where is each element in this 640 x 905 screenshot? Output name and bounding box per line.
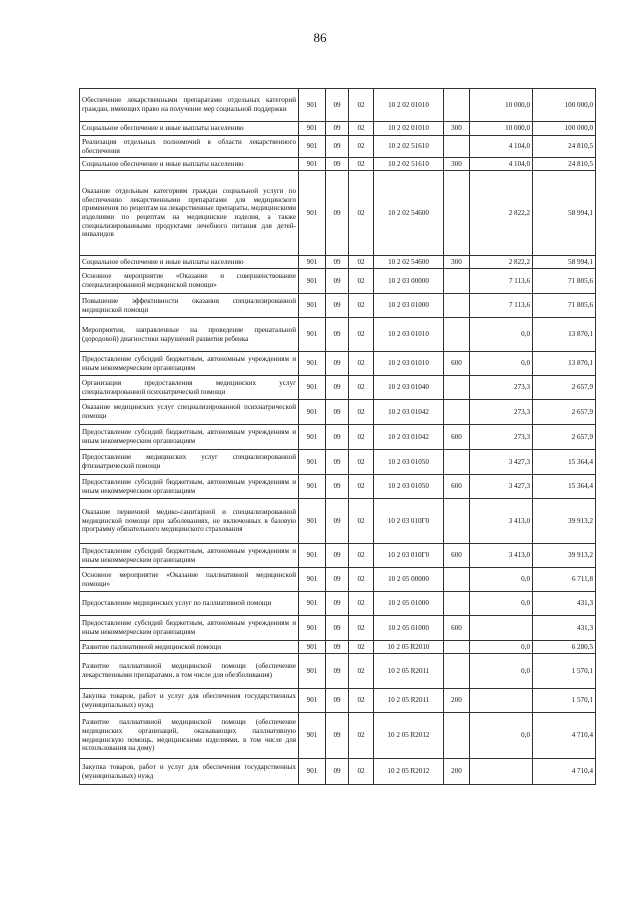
- budget-table: [79, 88, 596, 785]
- table-row: [80, 689, 596, 713]
- row-section-cell: 09: [326, 713, 349, 759]
- row-amount2-cell: 4 710,4: [533, 759, 596, 785]
- row-subsection-cell: 02: [349, 689, 374, 713]
- row-ved-cell: 901: [299, 592, 326, 616]
- row-subsection-cell: 02: [349, 568, 374, 592]
- row-ved-cell: 901: [299, 158, 326, 171]
- row-section-cell: 09: [326, 654, 349, 689]
- row-amount2-cell: 58 994,1: [533, 171, 596, 256]
- row-ved-cell: 901: [299, 400, 326, 425]
- table-row: [80, 294, 596, 318]
- row-vr-cell: [444, 89, 470, 122]
- row-name-cell: Мероприятия, направленные на проведение пренатальной (дородовой) диагностики нарушений развития ребенка: [80, 318, 299, 352]
- row-csr-cell: 10 2 05 01000: [374, 616, 444, 641]
- row-subsection-cell: 02: [349, 592, 374, 616]
- row-subsection-cell: 02: [349, 713, 374, 759]
- row-csr-cell: 10 2 02 54600: [374, 256, 444, 269]
- row-amount2-cell: 431,3: [533, 616, 596, 641]
- row-section-cell: 09: [326, 294, 349, 318]
- row-name-cell: Предоставление медицинских услуг специализированной фтизиатрической помощи: [80, 450, 299, 475]
- row-vr-cell: 600: [444, 352, 470, 376]
- row-section-cell: 09: [326, 122, 349, 136]
- row-subsection-cell: 02: [349, 318, 374, 352]
- row-amount1-cell: 4 104,0: [470, 158, 533, 171]
- row-section-cell: 09: [326, 89, 349, 122]
- row-vr-cell: [444, 136, 470, 158]
- row-ved-cell: 901: [299, 89, 326, 122]
- row-subsection-cell: 02: [349, 616, 374, 641]
- table-row: [80, 256, 596, 269]
- row-amount1-cell: 10 000,0: [470, 89, 533, 122]
- row-amount1-cell: 7 113,6: [470, 294, 533, 318]
- row-vr-cell: [444, 294, 470, 318]
- table-row: [80, 616, 596, 641]
- row-ved-cell: 901: [299, 759, 326, 785]
- table-row: [80, 425, 596, 450]
- table-row: [80, 568, 596, 592]
- table-row: [80, 544, 596, 568]
- table-row: [80, 269, 596, 294]
- row-section-cell: 09: [326, 400, 349, 425]
- row-csr-cell: 10 2 05 R2012: [374, 759, 444, 785]
- row-subsection-cell: 02: [349, 400, 374, 425]
- row-section-cell: 09: [326, 136, 349, 158]
- table-row: [80, 318, 596, 352]
- row-ved-cell: 901: [299, 654, 326, 689]
- row-ved-cell: 901: [299, 294, 326, 318]
- table-row: [80, 136, 596, 158]
- row-csr-cell: 10 2 05 01000: [374, 592, 444, 616]
- table-row: [80, 654, 596, 689]
- row-name-cell: Обеспечение лекарственными препаратами отдельных категорий граждан, имеющих право на получение мер социальной поддержки: [80, 89, 299, 122]
- row-csr-cell: 10 2 05 R2012: [374, 713, 444, 759]
- row-section-cell: 09: [326, 568, 349, 592]
- row-subsection-cell: 02: [349, 450, 374, 475]
- row-section-cell: 09: [326, 425, 349, 450]
- row-name-cell: Предоставление субсидий бюджетным, автономным учреждениям и иным некоммерческим организациям: [80, 425, 299, 450]
- row-amount1-cell: [470, 616, 533, 641]
- row-vr-cell: [444, 171, 470, 256]
- row-subsection-cell: 02: [349, 499, 374, 544]
- row-amount1-cell: 0,0: [470, 592, 533, 616]
- row-subsection-cell: 02: [349, 475, 374, 499]
- row-section-cell: 09: [326, 689, 349, 713]
- row-amount2-cell: 2 657,9: [533, 425, 596, 450]
- row-amount1-cell: 273,3: [470, 400, 533, 425]
- row-vr-cell: 300: [444, 256, 470, 269]
- row-ved-cell: 901: [299, 499, 326, 544]
- table-body: [80, 89, 596, 785]
- row-subsection-cell: 02: [349, 641, 374, 654]
- table-row: [80, 759, 596, 785]
- row-vr-cell: [444, 592, 470, 616]
- row-name-cell: Основное мероприятие «Оказание паллиативной медицинской помощи»: [80, 568, 299, 592]
- row-csr-cell: 10 2 03 010Г0: [374, 544, 444, 568]
- row-name-cell: Социальное обеспечение и иные выплаты населению: [80, 256, 299, 269]
- row-amount1-cell: 0,0: [470, 654, 533, 689]
- row-name-cell: Реализация отдельных полномочий в области лекарственного обеспечения: [80, 136, 299, 158]
- row-amount1-cell: 273,3: [470, 425, 533, 450]
- row-vr-cell: 300: [444, 158, 470, 171]
- row-vr-cell: 600: [444, 425, 470, 450]
- row-vr-cell: 600: [444, 475, 470, 499]
- row-section-cell: 09: [326, 376, 349, 400]
- row-csr-cell: 10 2 02 54600: [374, 171, 444, 256]
- row-csr-cell: 10 2 03 01040: [374, 376, 444, 400]
- row-amount2-cell: 13 870,1: [533, 318, 596, 352]
- row-ved-cell: 901: [299, 544, 326, 568]
- row-csr-cell: 10 2 03 01050: [374, 450, 444, 475]
- row-csr-cell: 10 2 02 51610: [374, 158, 444, 171]
- row-csr-cell: 10 2 05 R2010: [374, 641, 444, 654]
- table-row: [80, 499, 596, 544]
- table-row: [80, 376, 596, 400]
- row-ved-cell: 901: [299, 425, 326, 450]
- table-row: [80, 450, 596, 475]
- row-subsection-cell: 02: [349, 269, 374, 294]
- row-amount2-cell: 6 280,5: [533, 641, 596, 654]
- row-vr-cell: 300: [444, 122, 470, 136]
- table-row: [80, 400, 596, 425]
- row-name-cell: Развитие паллиативной медицинской помощи (обеспечение медицинских организаций, оказывающих паллиативную медицинскую помощь, медицинскими изделиями, в том числе для использования на дому): [80, 713, 299, 759]
- row-csr-cell: 10 2 03 01042: [374, 400, 444, 425]
- row-vr-cell: [444, 318, 470, 352]
- table-row: [80, 713, 596, 759]
- row-ved-cell: 901: [299, 256, 326, 269]
- row-csr-cell: 10 2 03 01010: [374, 318, 444, 352]
- row-name-cell: Повышение эффективности оказания специализированной медицинской помощи: [80, 294, 299, 318]
- row-name-cell: Развитие паллиативной медицинской помощи (обеспечение лекарственными препаратами, в том числе для обезболивания): [80, 654, 299, 689]
- table-row: [80, 352, 596, 376]
- row-amount1-cell: 0,0: [470, 568, 533, 592]
- row-amount2-cell: 1 570,1: [533, 654, 596, 689]
- row-vr-cell: 600: [444, 544, 470, 568]
- table-row: [80, 89, 596, 122]
- row-section-cell: 09: [326, 450, 349, 475]
- row-amount2-cell: 39 913,2: [533, 499, 596, 544]
- row-name-cell: Закупка товаров, работ и услуг для обеспечения государственных (муниципальных) нужд: [80, 689, 299, 713]
- row-name-cell: Предоставление субсидий бюджетным, автономным учреждениям и иным некоммерческим организациям: [80, 544, 299, 568]
- table-row: [80, 641, 596, 654]
- row-ved-cell: 901: [299, 616, 326, 641]
- row-ved-cell: 901: [299, 689, 326, 713]
- row-amount2-cell: 24 810,5: [533, 136, 596, 158]
- row-amount2-cell: 58 994,1: [533, 256, 596, 269]
- row-subsection-cell: 02: [349, 158, 374, 171]
- row-csr-cell: 10 2 03 01050: [374, 475, 444, 499]
- row-ved-cell: 901: [299, 122, 326, 136]
- row-amount1-cell: 0,0: [470, 318, 533, 352]
- row-name-cell: Предоставление субсидий бюджетным, автономным учреждениям и иным некоммерческим организациям: [80, 475, 299, 499]
- row-amount2-cell: 71 805,6: [533, 294, 596, 318]
- row-section-cell: 09: [326, 318, 349, 352]
- row-section-cell: 09: [326, 158, 349, 171]
- row-amount2-cell: 39 913,2: [533, 544, 596, 568]
- row-subsection-cell: 02: [349, 171, 374, 256]
- row-section-cell: 09: [326, 759, 349, 785]
- row-csr-cell: 10 2 05 00000: [374, 568, 444, 592]
- row-amount2-cell: 4 710,4: [533, 713, 596, 759]
- row-amount1-cell: [470, 689, 533, 713]
- row-vr-cell: [444, 450, 470, 475]
- row-subsection-cell: 02: [349, 544, 374, 568]
- row-subsection-cell: 02: [349, 759, 374, 785]
- row-amount1-cell: 3 427,3: [470, 475, 533, 499]
- row-ved-cell: 901: [299, 171, 326, 256]
- row-csr-cell: 10 2 03 010Г0: [374, 499, 444, 544]
- row-csr-cell: 10 2 03 01010: [374, 352, 444, 376]
- row-amount2-cell: 100 000,0: [533, 122, 596, 136]
- row-name-cell: Закупка товаров, работ и услуг для обеспечения государственных (муниципальных) нужд: [80, 759, 299, 785]
- page-number: 86: [313, 30, 327, 45]
- row-amount1-cell: [470, 759, 533, 785]
- row-vr-cell: 600: [444, 616, 470, 641]
- row-subsection-cell: 02: [349, 136, 374, 158]
- row-vr-cell: [444, 568, 470, 592]
- row-csr-cell: 10 2 05 R2011: [374, 654, 444, 689]
- row-subsection-cell: 02: [349, 89, 374, 122]
- row-amount2-cell: 1 570,1: [533, 689, 596, 713]
- row-section-cell: 09: [326, 592, 349, 616]
- row-name-cell: Оказание отдельным категориям граждан социальной услуги по обеспечению лекарственными препаратами для медицинского применения по рецептам на лекарственные препараты, медицинскими изделиями по рецептам на медицинские изделия, а также специализированными продуктами лечебного питания для детей-инвалидов: [80, 171, 299, 256]
- row-name-cell: Развитие паллиативной медицинской помощи: [80, 641, 299, 654]
- row-amount1-cell: 2 822,2: [470, 256, 533, 269]
- row-amount1-cell: 0,0: [470, 352, 533, 376]
- row-amount1-cell: 3 427,3: [470, 450, 533, 475]
- row-ved-cell: 901: [299, 269, 326, 294]
- table-row: [80, 475, 596, 499]
- row-ved-cell: 901: [299, 568, 326, 592]
- row-amount1-cell: 3 413,0: [470, 544, 533, 568]
- row-name-cell: Предоставление субсидий бюджетным, автономным учреждениям и иным некоммерческим организациям: [80, 616, 299, 641]
- row-amount2-cell: 15 364,4: [533, 450, 596, 475]
- row-subsection-cell: 02: [349, 376, 374, 400]
- row-name-cell: Предоставление медицинских услуг по паллиативной помощи: [80, 592, 299, 616]
- row-vr-cell: [444, 499, 470, 544]
- row-amount1-cell: 3 413,0: [470, 499, 533, 544]
- row-csr-cell: 10 2 02 51610: [374, 136, 444, 158]
- row-amount1-cell: 7 113,6: [470, 269, 533, 294]
- row-amount2-cell: 2 657,9: [533, 376, 596, 400]
- row-amount1-cell: 2 822,2: [470, 171, 533, 256]
- row-ved-cell: 901: [299, 318, 326, 352]
- row-csr-cell: 10 2 02 01010: [374, 89, 444, 122]
- row-vr-cell: 200: [444, 759, 470, 785]
- row-csr-cell: 10 2 03 01000: [374, 294, 444, 318]
- row-section-cell: 09: [326, 616, 349, 641]
- row-amount2-cell: 431,3: [533, 592, 596, 616]
- row-amount2-cell: 71 805,6: [533, 269, 596, 294]
- table-row: [80, 592, 596, 616]
- row-amount2-cell: 24 810,5: [533, 158, 596, 171]
- row-ved-cell: 901: [299, 450, 326, 475]
- row-name-cell: Социальное обеспечение и иные выплаты населению: [80, 122, 299, 136]
- row-name-cell: Основное мероприятие «Оказание и совершенствование специализированной медицинской помощи»: [80, 269, 299, 294]
- row-vr-cell: [444, 641, 470, 654]
- row-subsection-cell: 02: [349, 352, 374, 376]
- row-ved-cell: 901: [299, 352, 326, 376]
- row-section-cell: 09: [326, 171, 349, 256]
- row-vr-cell: [444, 400, 470, 425]
- row-amount1-cell: 0,0: [470, 641, 533, 654]
- row-name-cell: Оказание медицинских услуг специализированной психиатрической помощи: [80, 400, 299, 425]
- row-ved-cell: 901: [299, 713, 326, 759]
- row-amount2-cell: 6 711,8: [533, 568, 596, 592]
- row-name-cell: Оказание первичной медико-санитарной и специализированной медицинской помощи при заболеваниях, не включенных в базовую программу обязательного медицинского страхования: [80, 499, 299, 544]
- row-subsection-cell: 02: [349, 256, 374, 269]
- row-csr-cell: 10 2 03 00000: [374, 269, 444, 294]
- row-section-cell: 09: [326, 475, 349, 499]
- row-amount2-cell: 100 000,0: [533, 89, 596, 122]
- row-amount1-cell: 273,3: [470, 376, 533, 400]
- row-name-cell: Предоставление субсидий бюджетным, автономным учреждениям и иным некоммерческим организациям: [80, 352, 299, 376]
- row-name-cell: Организация предоставления медицинских услуг специализированной психиатрической помощи: [80, 376, 299, 400]
- row-csr-cell: 10 2 02 01010: [374, 122, 444, 136]
- table-row: [80, 122, 596, 136]
- row-ved-cell: 901: [299, 475, 326, 499]
- row-subsection-cell: 02: [349, 294, 374, 318]
- row-vr-cell: 200: [444, 689, 470, 713]
- row-amount2-cell: 15 364,4: [533, 475, 596, 499]
- row-section-cell: 09: [326, 499, 349, 544]
- table-row: [80, 171, 596, 256]
- row-subsection-cell: 02: [349, 425, 374, 450]
- row-ved-cell: 901: [299, 376, 326, 400]
- row-vr-cell: [444, 654, 470, 689]
- row-amount1-cell: 0,0: [470, 713, 533, 759]
- row-name-cell: Социальное обеспечение и иные выплаты населению: [80, 158, 299, 171]
- row-vr-cell: [444, 376, 470, 400]
- row-amount2-cell: 2 657,9: [533, 400, 596, 425]
- row-amount1-cell: 4 104,0: [470, 136, 533, 158]
- row-subsection-cell: 02: [349, 122, 374, 136]
- row-section-cell: 09: [326, 269, 349, 294]
- row-csr-cell: 10 2 05 R2011: [374, 689, 444, 713]
- row-amount1-cell: 10 000,0: [470, 122, 533, 136]
- row-csr-cell: 10 2 03 01042: [374, 425, 444, 450]
- row-amount2-cell: 13 870,1: [533, 352, 596, 376]
- row-ved-cell: 901: [299, 641, 326, 654]
- row-section-cell: 09: [326, 641, 349, 654]
- row-ved-cell: 901: [299, 136, 326, 158]
- row-section-cell: 09: [326, 544, 349, 568]
- row-section-cell: 09: [326, 352, 349, 376]
- row-vr-cell: [444, 713, 470, 759]
- row-section-cell: 09: [326, 256, 349, 269]
- table-row: [80, 158, 596, 171]
- row-vr-cell: [444, 269, 470, 294]
- row-subsection-cell: 02: [349, 654, 374, 689]
